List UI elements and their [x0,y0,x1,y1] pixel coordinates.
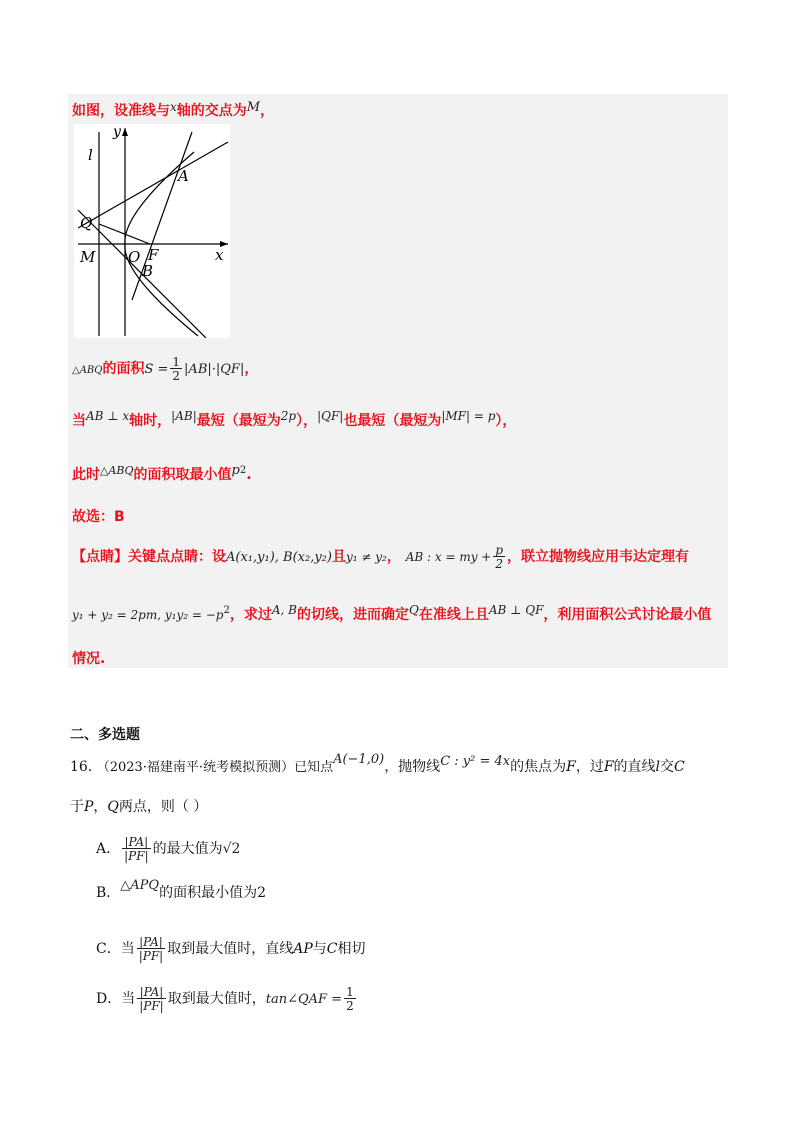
area-line: △ABQ的面积S = $\frac{1}{2}$ |AB|·|QF|， [72,355,259,383]
label-Q: Q [80,214,93,232]
question-line-2: 于P，Q两点，则（ ） [70,799,208,815]
then-line: 此时$^{\triangle ABQ}$的面积取最小值$p^2$. [72,463,252,483]
intro-line: 如图，设准线与x轴的交点为M， [72,100,275,119]
option-d[interactable]: D．当 $\frac{|PA|}{|PF|}$ 取到最大值时，tan∠QAF = $\frac{1}{2}$ [96,985,354,1013]
key-point-line: 【点睛】关键点点睛：设A(x₁,y₁), B(x₂,y₂)且y₁ ≠ y₂， AB : x = my + $\frac{p}{2}$ ，联立抛物线应用韦达定理有 [72,543,690,571]
label-M: M [80,248,96,266]
parabola-diagram [74,124,230,338]
y-axis-arrow [122,128,128,136]
label-B: B [142,262,154,280]
option-b[interactable]: B．△APQ的面积最小值为2 [96,878,267,901]
option-a[interactable]: A． $\frac{|PA|}{|PF|}$ 的最大值为√2 [96,835,241,863]
chord-ab-line [132,132,192,300]
option-c[interactable]: C．当 $\frac{|PA|}{|PF|}$ 取到最大值时，直线AP与C相切 [96,935,366,963]
label-l: l [88,146,93,164]
vieta-line: y₁ + y₂ = 2pm, $y_1y_2 = -p^2$，求过A, B的切线，进而确定Q在准线上且AB ⊥ QF，利用面积公式讨论最小值 [72,603,712,623]
label-O: O [128,248,141,266]
label-y: y [113,124,121,140]
label-x: x [215,246,224,264]
tangent-a-line [78,142,228,228]
question-line-1: 16. （2023·福建南平·统考模拟预测）已知点A(−1,0)，抛物线C : y² = 4x的焦点为F，过F的直线l交C [70,752,685,775]
section-title: 二、多选题 [70,727,140,743]
final-line: 情况. [72,651,106,667]
label-A: A [178,167,189,185]
label-F: F [148,246,159,264]
parabola-figure [74,124,230,338]
answer-line: 故选：B [72,509,125,525]
when-line: 当AB ⊥ x轴时，|AB|最短（最短为2p），|QF|也最短（最短为|MF| = p）， [72,409,517,429]
